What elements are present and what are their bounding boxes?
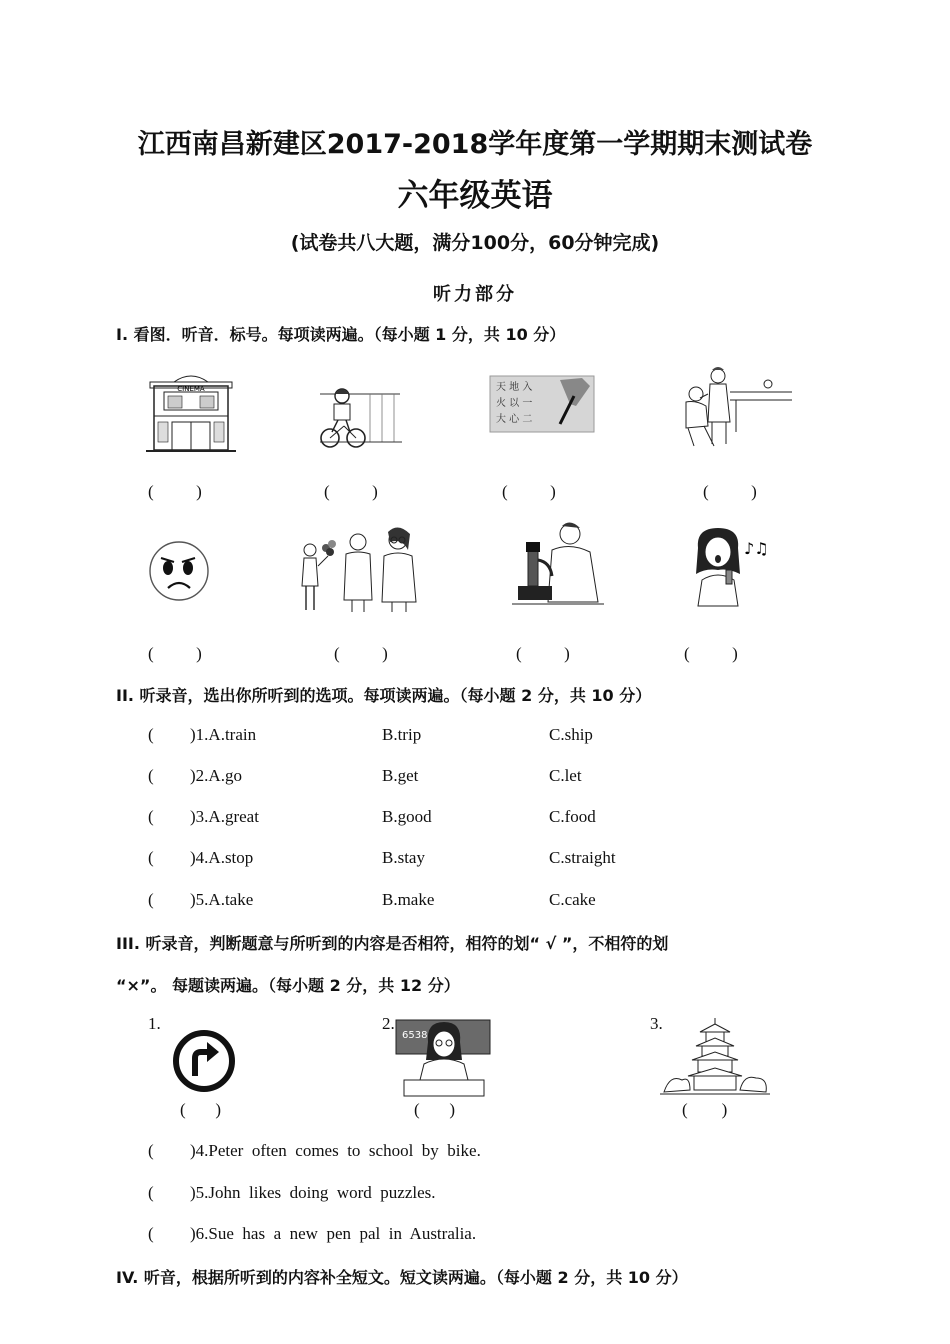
option-b: B.stay <box>382 848 425 867</box>
answer-blank-6[interactable]: ( ) <box>334 644 388 663</box>
scientist-microscope-icon <box>508 520 606 608</box>
section-1-title: I. 看图．听音．标号。每项读两遍。（每小题 1 分，共 10 分） <box>116 325 566 344</box>
section-2-title: II. 听录音，选出你所听到的选项。每项读两遍。（每小题 2 分，共 10 分） <box>116 686 652 705</box>
exam-title: 江西南昌新建区2017-2018学年度第一学期期末测试卷 <box>137 129 813 160</box>
part-heading: 听力部分 <box>433 284 517 305</box>
exam-note: (试卷共八大题，满分100分，60分钟完成) <box>290 232 660 254</box>
section-3-title-line2: “×”。 每题读两遍。（每小题 2 分，共 12 分） <box>116 976 460 995</box>
section-4-title: IV. 听音，根据所听到的内容补全短文。短文读两遍。（每小题 2 分，共 10 分） <box>116 1268 688 1287</box>
answer-blank-pic-2[interactable]: ( ) <box>414 1100 456 1119</box>
statement-text: )5.John likes doing word puzzles. <box>190 1183 436 1202</box>
boy-cycling-icon <box>320 382 402 452</box>
option-a: )5.A.take <box>190 890 254 909</box>
svg-text:大 心 二: 大 心 二 <box>496 414 533 425</box>
answer-open-paren[interactable]: ( <box>148 725 154 744</box>
flowers-elders-icon <box>298 526 424 614</box>
option-c: C.ship <box>549 725 593 744</box>
answer-open-paren[interactable]: ( <box>148 766 154 785</box>
picture-label-3: 3. <box>650 1014 663 1033</box>
option-a: )1.A.train <box>190 725 257 744</box>
option-c: C.straight <box>549 848 616 867</box>
dentist-icon <box>680 366 796 448</box>
option-b: B.get <box>382 766 419 785</box>
answer-blank-pic-1[interactable]: ( ) <box>180 1100 222 1119</box>
section-3-title-line1: III. 听录音，判断题意与所听到的内容是否相符，相符的划“ √ ”，不相符的划 <box>116 934 669 953</box>
answer-blank-4[interactable]: ( ) <box>703 482 757 501</box>
svg-text:♪♫: ♪♫ <box>744 539 769 558</box>
answer-open-paren[interactable]: ( <box>148 1183 154 1202</box>
answer-blank-5[interactable]: ( ) <box>148 644 202 663</box>
answer-open-paren[interactable]: ( <box>148 848 154 867</box>
teacher-board-icon <box>396 1018 492 1098</box>
option-a: )4.A.stop <box>190 848 254 867</box>
svg-text:火 以 一: 火 以 一 <box>496 398 533 409</box>
option-b: B.make <box>382 890 435 909</box>
pagoda-icon <box>660 1018 770 1102</box>
board-number: 6538 <box>402 1030 428 1041</box>
option-b: B.trip <box>382 725 422 744</box>
statement-text: )6.Sue has a new pen pal in Australia. <box>190 1224 477 1243</box>
sad-face-icon <box>148 540 210 602</box>
answer-blank-7[interactable]: ( ) <box>516 644 570 663</box>
option-a: )3.A.great <box>190 807 259 826</box>
cinema-icon <box>146 374 236 452</box>
answer-blank-3[interactable]: ( ) <box>502 482 556 501</box>
calligraphy-icon <box>490 376 594 432</box>
option-c: C.cake <box>549 890 596 909</box>
answer-blank-2[interactable]: ( ) <box>324 482 378 501</box>
option-b: B.good <box>382 807 432 826</box>
picture-label-1: 1. <box>148 1014 161 1033</box>
exam-subtitle: 六年级英语 <box>397 178 553 214</box>
turn-right-sign-icon <box>171 1028 237 1094</box>
singer-icon <box>692 526 770 608</box>
answer-blank-1[interactable]: ( ) <box>148 482 202 501</box>
answer-open-paren[interactable]: ( <box>148 807 154 826</box>
option-c: C.let <box>549 766 582 785</box>
cinema-sign-text: CINEMA <box>177 385 205 393</box>
answer-blank-pic-3[interactable]: ( ) <box>682 1100 728 1119</box>
answer-open-paren[interactable]: ( <box>148 1224 154 1243</box>
option-c: C.food <box>549 807 596 826</box>
answer-blank-8[interactable]: ( ) <box>684 644 738 663</box>
answer-open-paren[interactable]: ( <box>148 890 154 909</box>
picture-label-2: 2. <box>382 1014 395 1033</box>
statement-text: )4.Peter often comes to school by bike. <box>190 1141 481 1160</box>
svg-text:天 地 入: 天 地 入 <box>496 382 533 393</box>
answer-open-paren[interactable]: ( <box>148 1141 154 1160</box>
option-a: )2.A.go <box>190 766 242 785</box>
